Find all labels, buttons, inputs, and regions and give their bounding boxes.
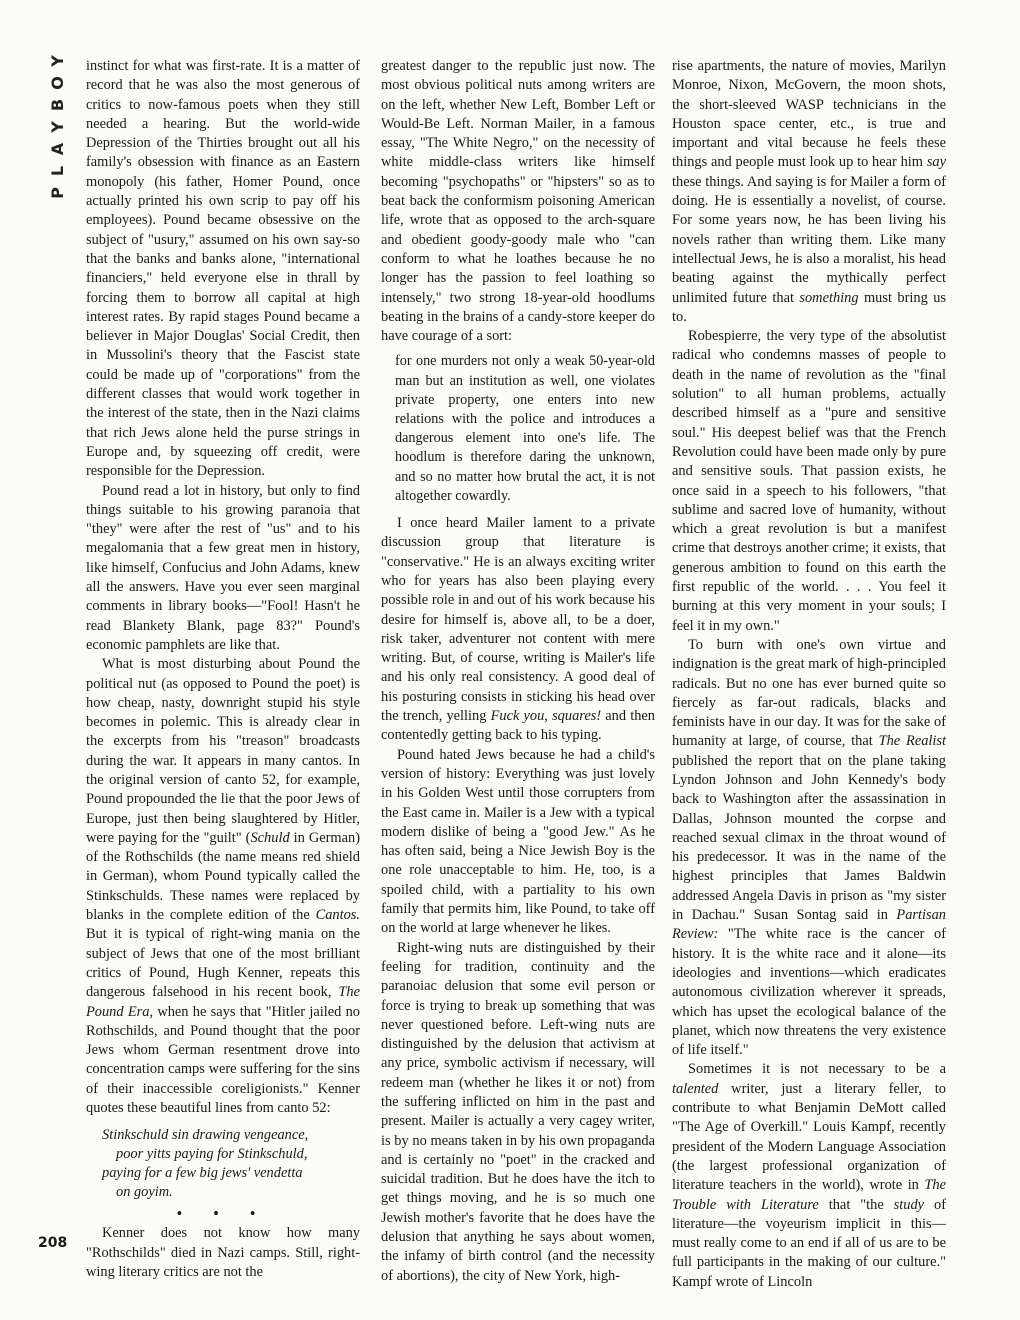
paragraph: Pound hated Jews because he had a child's version of history: Everything was just lovely in his Golden West until those corrupters from the East came in. Mailer is a Jew with a typical modern dislike of being a "good Jew." As he has often said, being a Nice Jewish Boy is the one role unacceptable to him. He, too, is a spoiled child, with a partiality to his own family that permits him, like Pound, to take off on the world at large whenever he likes. (381, 746, 655, 937)
column-1 (86, 57, 360, 1282)
text-run: But it is typical of right-wing mania on the subject of Jews that one of the most brilliant critics of Pound, Hugh Kenner, repeats this dangerous falsehood in his recent book, (86, 926, 360, 1001)
text-run: when he says that "Hitler jailed no Rothschilds, and Pound thought that the poor Jews whom German resentment drove into concentration camps were suffering for the sins of their inaccessible coreligionists." Kenner quotes these beautiful lines from canto 52: (86, 1003, 360, 1117)
masthead-letter: B (47, 98, 67, 112)
paragraph (672, 636, 946, 1061)
text-run: rise apartments, the nature of movies, Marilyn Monroe, Nixon, McGovern, the moon shots, the short-sleeved WASP technicians in the Houston space center, etc., is true and important and vital because he feels these things and people must look up to hear him (672, 58, 946, 171)
paragraph (86, 655, 360, 1118)
italic-run: Partisan Review: (672, 907, 946, 943)
poem-line: poor yitts paying for Stinkschuld, (116, 1146, 308, 1163)
text-run: must bring us to. (672, 289, 946, 325)
poem-excerpt (102, 1126, 360, 1202)
italic-run: Cantos. (315, 907, 360, 924)
text-run: of literature—the voyeurism implicit in this—must really come to an end if all of us are to be full participants in the making of our culture." Kampf wrote of Lincoln (672, 1196, 947, 1290)
masthead-letter: Y (48, 121, 67, 133)
paragraph (672, 1060, 946, 1292)
column-2 (381, 57, 655, 1286)
poem-line: paying for a few big jews' vendetta (102, 1165, 303, 1182)
text-run: writer, just a literary feller, to contribute to what Benjamin DeMott called "The Age of Overkill." Louis Kampf, recently president of the Modern Language Association (the largest professional organization of literature teachers in the world), wrote in (672, 1080, 946, 1194)
text-run: published the report that on the plane taking Lyndon Johnson and John Kennedy's body back to Washington after the assassination in Dallas, Johnson mounted the corpse and reached sexual climax in the throat wound of his predecessor. It was in the name of the highest principles that James Baldwin addressed Angela Davis in prison as "my sister in Dachau." Susan Sontag said in (672, 752, 946, 924)
paragraph: Robespierre, the very type of the absolutist radical who condemns masses of people to death in the name of revolution as the "final solution" to all human problems, actually described himself as a "pure and sensitive soul." His deepest belief was that the French Revolution could have been made only by pure and sensitive souls. That passion exists, he once said in a speech to his followers, "that sublime and sacred love of humanity, without which a great revolution is but a manifest crime that destroys another crime; it exists, that generous ambition to found on this earth the first republic of the world. . . . You feel it burning at this very moment in your souls; I feel it in my own." (672, 328, 946, 634)
text-run: What is most disturbing about Pound the political nut (as opposed to Pound the poet) is how cheap, nasty, downright stupid his style becomes in polemic. This is already clear in the excerpts from his "treason" broadcasts during the war. It appears in many cantos. In the original version of canto 52, for example, Pound propounded the lie that the poor Jews of Europe, just then being slaughtered by Hitler, were paying for the "guilt" ( (86, 656, 360, 846)
italic-run: Fuck you, squares! (490, 708, 602, 725)
italic-run: something (799, 289, 859, 306)
paragraph: Kenner does not know how many "Rothschilds" died in Nazi camps. Still, right-wing literary critics are not the (86, 1225, 360, 1280)
text-run: these things. And saying is for Mailer a form of doing. He is essentially a novelist, of course. For some years now, he has been living his novels rather than writing them. Like many intellectual Jews, he is also a moralist, his head beating against the mythically perfect unlimited future that (672, 173, 946, 306)
masthead-letter: O (47, 76, 67, 90)
text-run: I once heard Mailer lament to a private discussion group that literature is "conservative." He is an always exciting writer who for years has also been playing every possible role in and out of his work because his desire for himself is, above all, to be a doer, risk taker, adventurer not content with mere writing. But, of course, writing is Mailer's life and his only real consistency. A good deal of his posturing consists in sticking his head over the trench, yelling (381, 515, 655, 725)
paragraph: Pound read a lot in history, but only to find things suitable to his growing paranoia that "they" were after the rest of "us" and to his megalomania that a few great men in history, like himself, Confucius and John Adams, knew all the answers. Have you ever seen marginal comments in library books—"Fool! Hasn't he read Blankety Blank, page 83?" Pound's economic pamphlets are like that. (86, 482, 360, 653)
masthead-letter: L (47, 165, 67, 177)
text-run: in German) of the Rothschilds (the name means red shield in German), whom Pound typically called the Stinkschulds. These names were replaced by blanks in the complete edition of the (86, 829, 360, 924)
italic-run: The Trouble with Literature (672, 1177, 946, 1213)
section-break: • • • (176, 1206, 270, 1223)
paragraph: instinct for what was first-rate. It is a matter of record that he was also the most generous of critics to now-famous poets when they still needed a hearing. But the world-wide Depression of the Thirties brought out all his family's obsession with finance as an Eastern monopoly (his father, Homer Pound, once actually printed his own scrip to pay off his employees). Pound became obsessive on the subject of "usury," assumed on his own say-so that the banks and banks alone, "international financiers," held everyone else in thrall by forcing them to borrow all capital at high interest rates. By rapid stages Pound became a believer in Major Douglas' Social Credit, then in Mussolini's theory that the Fascist state could be made up of "corporations" from the different classes that would work together in the interest of the state, then in the Nazi claims that rich Jews alone held the purse strings in Europe and, by squeezing off credit, were responsible for the Depression. (86, 58, 360, 480)
text-run: and then contentedly getting back to his typing. (381, 708, 655, 744)
masthead-letter: A (47, 142, 67, 156)
poem-line: Stinkschuld sin drawing vengeance, (102, 1127, 309, 1144)
italic-run: study (893, 1196, 925, 1213)
masthead-letter: P (47, 187, 67, 199)
column-3 (672, 57, 946, 1292)
block-quote: for one murders not only a weak 50-year-old man but an institution as well, one violates private property, one enters into new relations with the police and introduces a dangerous element into one's life. The hoodlum is therefore daring the unknown, and so no matter how brutal the act, it is not altogether cowardly. (395, 353, 655, 504)
text-run: "The white race is the cancer of history. It is the white race and it alone—its ideologies and inventions—which eradicates autonomous civilization wherever it spreads, which has upset the ecological balance of the planet, which now threatens the very existence of life itself." (672, 926, 946, 1059)
page-number: 208 (38, 1235, 68, 1251)
text-run: Sometimes it is not necessary to be a (688, 1061, 946, 1078)
paragraph: greatest danger to the republic just now. The most obvious political nuts among writers are on the left, whether New Left, Bomber Left or Would-Be Left. Norman Mailer, in a famous essay, "The White Negro," on the necessity of white middle-class writers like himself becoming "psychopaths" or "hipsters" so as to beat back the conformism poisoning American life, wrote that as opposed to the arch-square and obedient goody-goody male who "can conform to what he loathes because he no longer has the passion to feel loathing so intensely," two strong 18-year-old hoodlums beating in the brains of a candy-store keeper do have courage of a sort: (381, 58, 655, 345)
text-run: To burn with one's own virtue and indignation is the great mark of high-principled radicals. But no one has ever burned quite so fiercely as far-out radicals, blacks and feminists have in our day. It was for the sake of humanity at large, of course, that (672, 636, 946, 750)
paragraph (672, 57, 946, 327)
text-run: that "the (818, 1196, 894, 1213)
italic-run: The Pound Era, (86, 984, 360, 1020)
masthead-letter: Y (48, 55, 67, 67)
poem-line: on goyim. (116, 1184, 173, 1201)
italic-run: Schuld (250, 829, 290, 846)
paragraph (381, 514, 655, 746)
italic-run: The Realist (878, 733, 947, 750)
paragraph: Right-wing nuts are distinguished by their feeling for tradition, continuity and the paranoiac delusion that some evil person or force is trying to break up something that was never questioned before. Left-wing nuts are distinguished by the delusion that activism at any price, symbolic activism if necessary, will redeem man (whether he likes it or not) from the suffering inflicted on him in the past and present. Mailer is actually a very cagey writer, is by no means taken in by his own propaganda and is certainly no "poet" in the cracked and suicidal tradition. But he does have the itch to get things moving, and he is so much one Jewish mother's favorite that he does have the delusion that anything he says about women, the infamy of birth control (and the necessity of abortions), the city of New York, high- (381, 939, 655, 1284)
masthead (40, 50, 76, 204)
italic-run: say (926, 154, 946, 171)
italic-run: talented (672, 1080, 719, 1097)
